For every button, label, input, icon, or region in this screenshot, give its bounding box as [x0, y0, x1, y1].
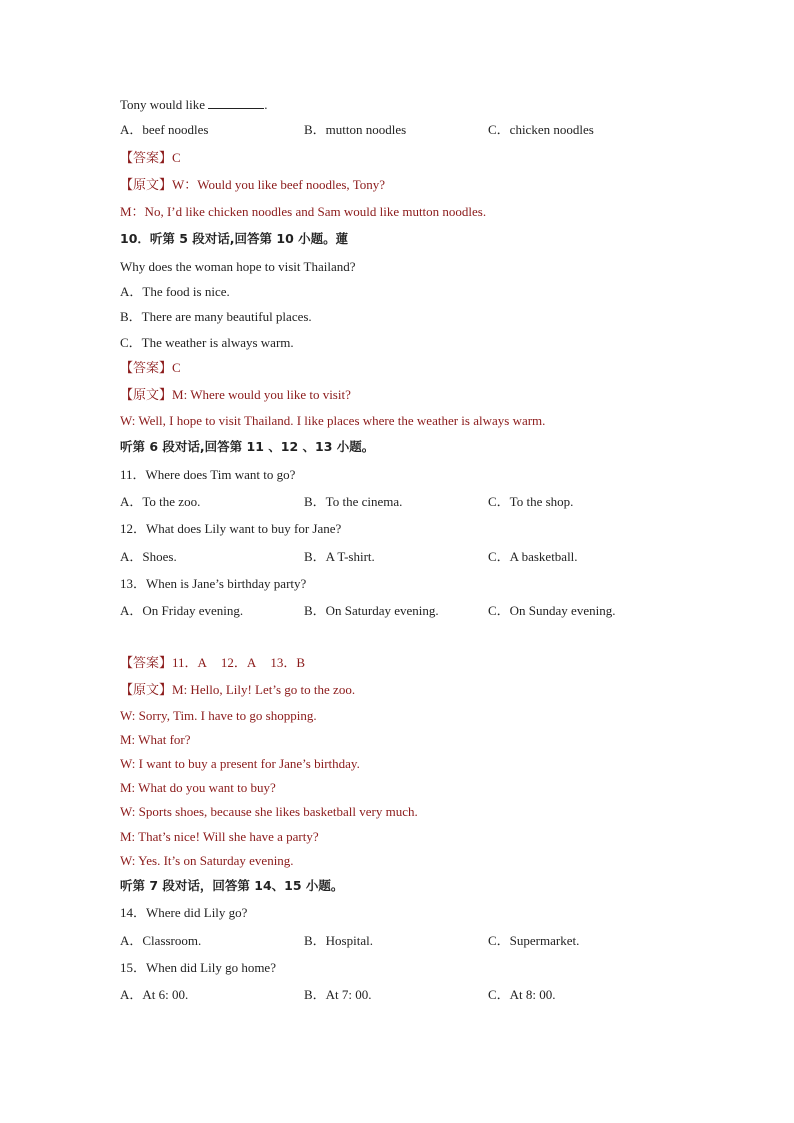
section6-script-line: W: Yes. It’s on Saturday evening.	[120, 853, 294, 868]
script-tag: 【原文】	[120, 177, 173, 192]
section7-heading: 听第 7 段对话，回答第 14、15 小题。	[120, 878, 344, 893]
q13-option-b: B．On Saturday evening.	[304, 603, 439, 618]
q10-answer	[120, 360, 181, 376]
q12-option-c: C．A basketball.	[488, 549, 578, 564]
section6-script-line: M: What for?	[120, 732, 191, 747]
q10-script-line: W: Well, I hope to visit Thailand. I like places where the weather is always warm.	[120, 413, 546, 428]
q9-script-line: M：No, I’d like chicken noodles and Sam would like mutton noodles.	[120, 204, 487, 219]
q9-option-a: A．beef noodles	[120, 122, 209, 137]
q15-stem: 15．When did Lily go home?	[120, 960, 276, 975]
q9-stem-end: .	[264, 97, 268, 112]
q10-script-line	[120, 387, 351, 403]
section6-script-line: W: I want to buy a present for Jane’s birthday.	[120, 756, 360, 771]
q15-option-c: C．At 8: 00.	[488, 987, 556, 1002]
q13-option-c: C．On Sunday evening.	[488, 603, 616, 618]
q10-option-c: C．The weather is always warm.	[120, 335, 294, 350]
q13-stem: 13．When is Jane’s birthday party?	[120, 576, 307, 591]
section6-script-line: M: That’s nice! Will she have a party?	[120, 829, 319, 844]
q14-option-c: C．Supermarket.	[488, 933, 580, 948]
answer-tag: 【答案】	[120, 360, 173, 375]
q9-option-c: C．chicken noodles	[488, 122, 594, 137]
q9-stem	[120, 97, 268, 113]
q10-stem: Why does the woman hope to visit Thailand?	[120, 259, 356, 274]
answer-tag: 【答案】	[120, 655, 173, 670]
q15-option-b: B．At 7: 00.	[304, 987, 372, 1002]
q13-option-a: A．On Friday evening.	[120, 603, 244, 618]
q9-script-line	[120, 177, 385, 193]
q10-heading: 10．听第 5 段对话,回答第 10 小题。蓮	[120, 231, 349, 246]
answer-tag: 【答案】	[120, 150, 173, 165]
answer-value: 13．B	[270, 655, 305, 670]
section6-script-line	[120, 682, 355, 698]
q15-option-a: A．At 6: 00.	[120, 987, 189, 1002]
q10-option-a: A．The food is nice.	[120, 284, 230, 299]
section6-heading: 听第 6 段对话,回答第 11 、12 、13 小题。	[120, 439, 375, 454]
q14-stem: 14．Where did Lily go?	[120, 905, 248, 920]
q12-stem: 12．What does Lily want to buy for Jane?	[120, 521, 342, 536]
q9-option-b: B．mutton noodles	[304, 122, 407, 137]
answer-value: 11．A	[172, 655, 207, 670]
q9-stem-text: Tony would like	[120, 97, 206, 112]
q11-stem: 11．Where does Tim want to go?	[120, 467, 296, 482]
script-text: W：Would you like beef noodles, Tony?	[172, 177, 385, 192]
section6-script-line: M: What do you want to buy?	[120, 780, 276, 795]
q11-option-c: C．To the shop.	[488, 494, 574, 509]
section6-answers	[120, 655, 305, 671]
section6-script-line: W: Sorry, Tim. I have to go shopping.	[120, 708, 317, 723]
q12-option-a: A．Shoes.	[120, 549, 177, 564]
script-text: M: Where would you like to visit?	[172, 387, 351, 402]
section6-script-line: W: Sports shoes, because she likes basketball very much.	[120, 804, 418, 819]
q9-answer	[120, 150, 181, 166]
q11-option-b: B．To the cinema.	[304, 494, 403, 509]
answer-value: C	[172, 150, 181, 165]
script-tag: 【原文】	[120, 682, 173, 697]
answer-value: C	[172, 360, 181, 375]
script-tag: 【原文】	[120, 387, 173, 402]
answer-value: 12．A	[220, 655, 257, 670]
script-text: M: Hello, Lily! Let’s go to the zoo.	[172, 682, 356, 697]
q14-option-b: B．Hospital.	[304, 933, 373, 948]
answer-blank	[208, 97, 264, 109]
q10-option-b: B．There are many beautiful places.	[120, 309, 312, 324]
q14-option-a: A．Classroom.	[120, 933, 202, 948]
q12-option-b: B．A T-shirt.	[304, 549, 375, 564]
q11-option-a: A．To the zoo.	[120, 494, 201, 509]
